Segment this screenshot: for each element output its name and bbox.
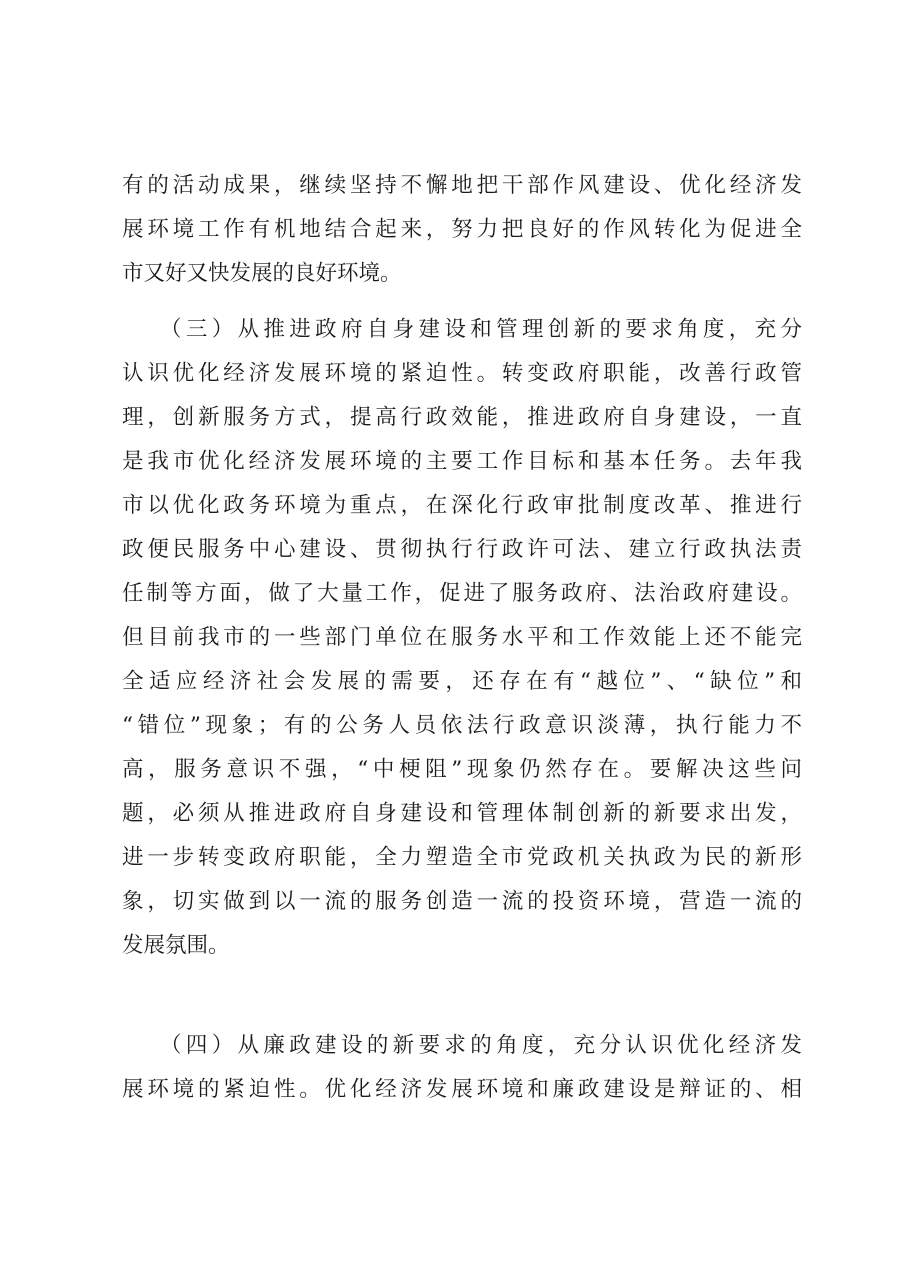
paragraph-heading-line: （三）从推进政府自身建设和管理创新的要求角度，充分 (160, 317, 802, 342)
text-line: 展环境的紧迫性。优化经济发展环境和廉政建设是辩证的、相 (122, 1077, 802, 1102)
text-line: 但目前我市的一些部门单位在服务水平和工作效能上还不能完 (122, 625, 802, 650)
text-line: 市又好又快发展的良好环境。 (122, 261, 402, 286)
text-line: 有的活动成果，继续坚持不懈地把干部作风建设、优化经济发 (122, 173, 802, 198)
text-line: 政便民服务中心建设、贯彻执行行政许可法、建立行政执法责 (122, 537, 802, 562)
text-line: 全适应经济社会发展的需要，还存在有“越位”、“缺位”和 (122, 669, 802, 694)
paragraph-heading-line: （四）从廉政建设的新要求的角度，充分认识优化经济发 (160, 1033, 802, 1058)
text-line: 任制等方面，做了大量工作，促进了服务政府、法治政府建设。 (122, 581, 802, 606)
text-line: 展环境工作有机地结合起来，努力把良好的作风转化为促进全 (122, 217, 802, 242)
text-line: 象，切实做到以一流的服务创造一流的投资环境，营造一流的 (122, 889, 802, 914)
text-line: 发展氛围。 (122, 933, 230, 958)
text-line: 是我市优化经济发展环境的主要工作目标和基本任务。去年我 (122, 449, 802, 474)
text-line: 题，必须从推进政府自身建设和管理体制创新的新要求出发， (122, 801, 802, 826)
text-line: “错位”现象；有的公务人员依法行政意识淡薄，执行能力不 (122, 713, 802, 738)
text-line: 理，创新服务方式，提高行政效能，推进政府自身建设，一直 (122, 405, 802, 430)
text-line: 市以优化政务环境为重点，在深化行政审批制度改革、推进行 (122, 493, 802, 518)
text-line: 认识优化经济发展环境的紧迫性。转变政府职能，改善行政管 (122, 361, 802, 386)
text-line: 进一步转变政府职能，全力塑造全市党政机关执政为民的新形 (122, 845, 802, 870)
text-line: 高，服务意识不强，“中梗阻”现象仍然存在。要解决这些问 (122, 757, 802, 782)
